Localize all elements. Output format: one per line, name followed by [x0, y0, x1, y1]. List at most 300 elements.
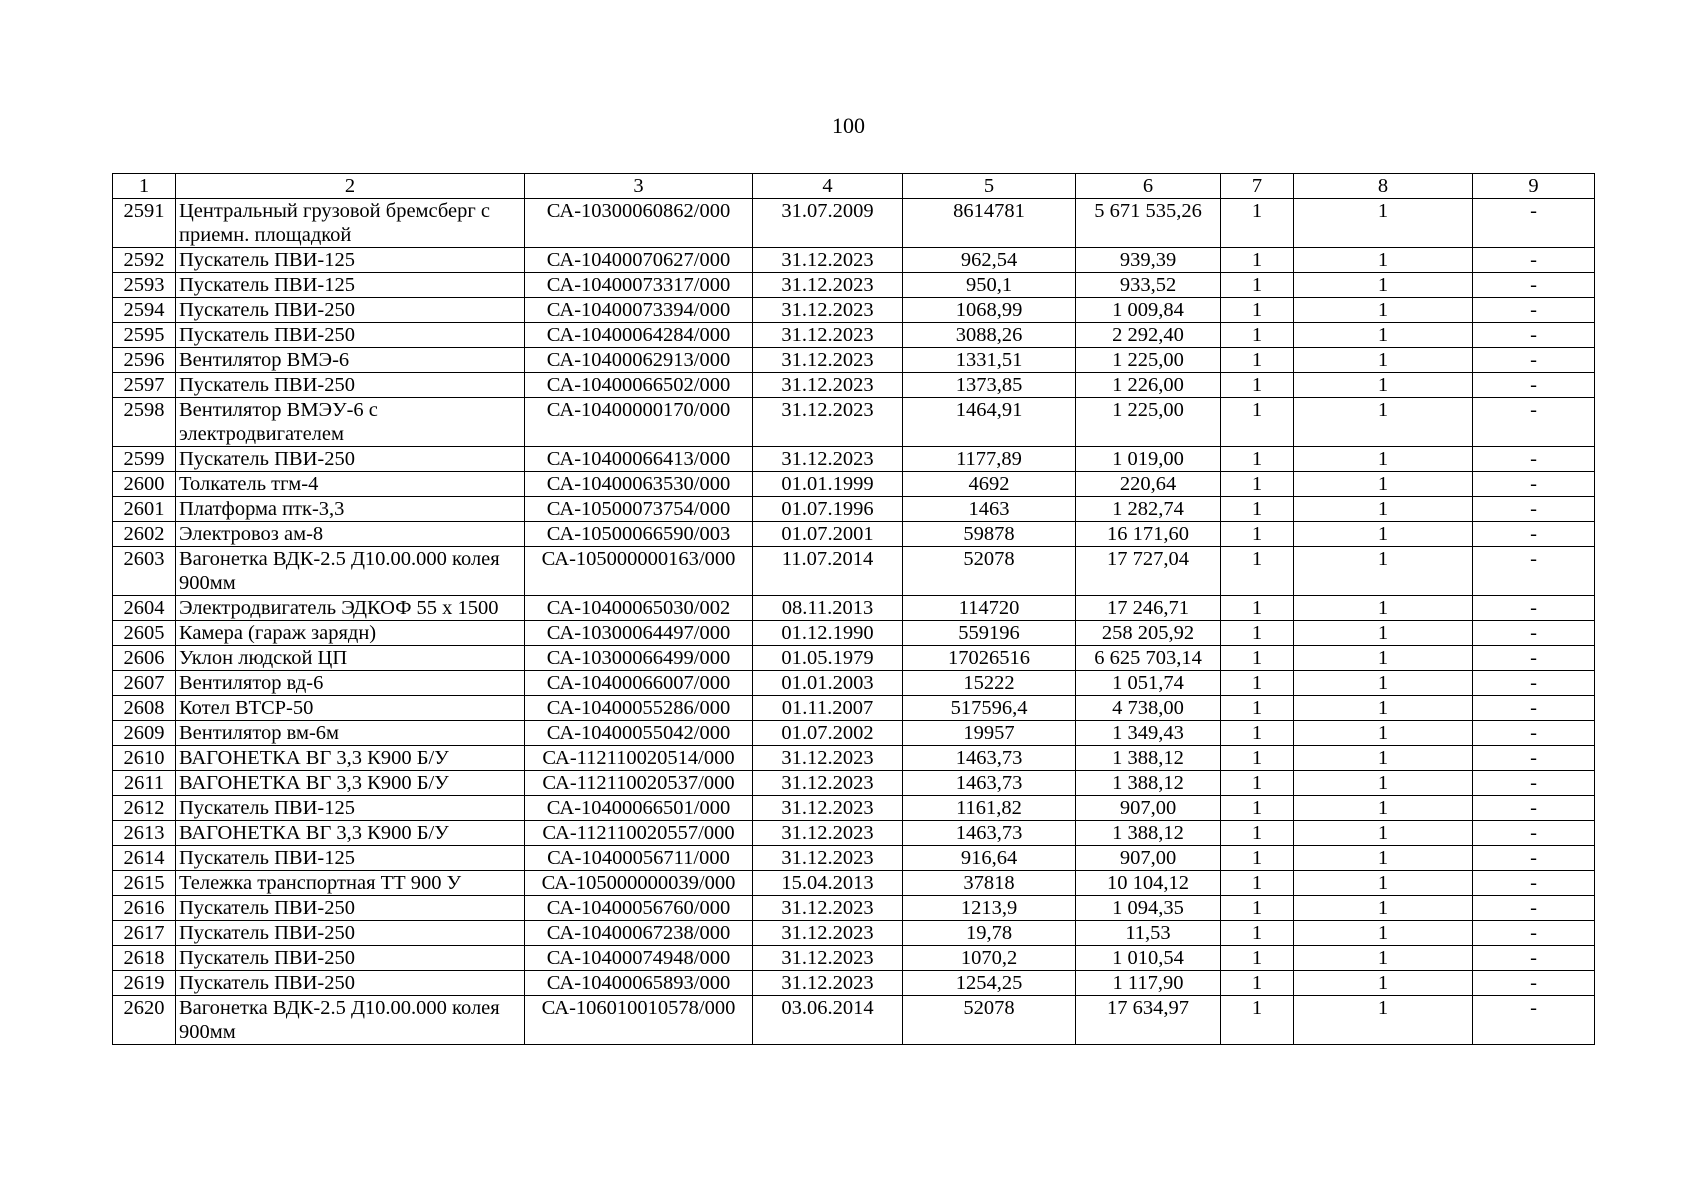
column-7-cell: 1: [1221, 199, 1294, 248]
column-8-cell: 1: [1294, 671, 1473, 696]
residual-value-cell: 2 292,40: [1076, 323, 1221, 348]
date-cell: 01.05.1979: [753, 646, 903, 671]
header-row: [113, 174, 1595, 199]
inventory-number-cell: СА-10400074948/000: [525, 946, 753, 971]
residual-value-cell: 1 010,54: [1076, 946, 1221, 971]
inventory-number-cell: СА-112110020537/000: [525, 771, 753, 796]
inventory-number-cell: СА-10400073394/000: [525, 298, 753, 323]
inventory-table: [112, 173, 1595, 1045]
date-cell: 01.11.2007: [753, 696, 903, 721]
date-cell: 31.12.2023: [753, 921, 903, 946]
residual-value-cell: 1 388,12: [1076, 746, 1221, 771]
column-8-cell: 1: [1294, 946, 1473, 971]
residual-value-cell: 1 117,90: [1076, 971, 1221, 996]
residual-value-cell: 1 388,12: [1076, 771, 1221, 796]
column-header: 6: [1076, 174, 1221, 199]
column-9-cell: -: [1473, 946, 1595, 971]
table-row: [113, 323, 1595, 348]
date-cell: 31.12.2023: [753, 821, 903, 846]
row-number-cell: 2608: [113, 696, 176, 721]
column-7-cell: 1: [1221, 323, 1294, 348]
column-7-cell: 1: [1221, 846, 1294, 871]
inventory-number-cell: СА-112110020557/000: [525, 821, 753, 846]
column-9-cell: -: [1473, 323, 1595, 348]
table-row: [113, 871, 1595, 896]
initial-cost-cell: 1070,2: [903, 946, 1076, 971]
residual-value-cell: 939,39: [1076, 248, 1221, 273]
column-7-cell: 1: [1221, 248, 1294, 273]
column-7-cell: 1: [1221, 547, 1294, 596]
row-number-cell: 2605: [113, 621, 176, 646]
date-cell: 31.12.2023: [753, 323, 903, 348]
column-8-cell: 1: [1294, 472, 1473, 497]
item-name-cell: Платформа птк-3,3: [176, 497, 525, 522]
inventory-number-cell: СА-10400055286/000: [525, 696, 753, 721]
residual-value-cell: 1 225,00: [1076, 348, 1221, 373]
row-number-cell: 2611: [113, 771, 176, 796]
table-row: [113, 522, 1595, 547]
residual-value-cell: 6 625 703,14: [1076, 646, 1221, 671]
residual-value-cell: 4 738,00: [1076, 696, 1221, 721]
date-cell: 15.04.2013: [753, 871, 903, 896]
column-8-cell: 1: [1294, 721, 1473, 746]
item-name-cell: Тележка транспортная ТТ 900 У: [176, 871, 525, 896]
table-row: [113, 696, 1595, 721]
column-header: 7: [1221, 174, 1294, 199]
column-8-cell: 1: [1294, 398, 1473, 447]
item-name-cell: Электродвигатель ЭДКОФ 55 х 1500: [176, 596, 525, 621]
item-name-cell: Котел ВТСР-50: [176, 696, 525, 721]
initial-cost-cell: 1161,82: [903, 796, 1076, 821]
column-9-cell: -: [1473, 721, 1595, 746]
column-8-cell: 1: [1294, 348, 1473, 373]
inventory-number-cell: СА-105000000039/000: [525, 871, 753, 896]
residual-value-cell: 1 226,00: [1076, 373, 1221, 398]
table-row: [113, 771, 1595, 796]
inventory-number-cell: СА-10400066502/000: [525, 373, 753, 398]
date-cell: 31.12.2023: [753, 771, 903, 796]
column-9-cell: -: [1473, 646, 1595, 671]
item-name-cell: ВАГОНЕТКА ВГ 3,3 К900 Б/У: [176, 746, 525, 771]
inventory-number-cell: СА-10400070627/000: [525, 248, 753, 273]
initial-cost-cell: 1254,25: [903, 971, 1076, 996]
column-7-cell: 1: [1221, 646, 1294, 671]
column-9-cell: -: [1473, 398, 1595, 447]
column-7-cell: 1: [1221, 871, 1294, 896]
column-7-cell: 1: [1221, 596, 1294, 621]
item-name-cell: Пускатель ПВИ-250: [176, 921, 525, 946]
row-number-cell: 2612: [113, 796, 176, 821]
residual-value-cell: 1 051,74: [1076, 671, 1221, 696]
residual-value-cell: 1 388,12: [1076, 821, 1221, 846]
initial-cost-cell: 59878: [903, 522, 1076, 547]
date-cell: 31.12.2023: [753, 896, 903, 921]
column-8-cell: 1: [1294, 821, 1473, 846]
date-cell: 31.12.2023: [753, 348, 903, 373]
page-number: 100: [832, 113, 865, 138]
item-name-cell: Пускатель ПВИ-250: [176, 946, 525, 971]
column-9-cell: -: [1473, 671, 1595, 696]
item-name-cell: Пускатель ПВИ-250: [176, 373, 525, 398]
residual-value-cell: 1 349,43: [1076, 721, 1221, 746]
column-9-cell: -: [1473, 373, 1595, 398]
table-row: [113, 921, 1595, 946]
table-row: [113, 298, 1595, 323]
date-cell: 31.12.2023: [753, 398, 903, 447]
column-7-cell: 1: [1221, 721, 1294, 746]
item-name-cell: Пускатель ПВИ-125: [176, 846, 525, 871]
column-8-cell: 1: [1294, 199, 1473, 248]
initial-cost-cell: 4692: [903, 472, 1076, 497]
column-header: 5: [903, 174, 1076, 199]
column-9-cell: -: [1473, 248, 1595, 273]
row-number-cell: 2615: [113, 871, 176, 896]
column-header: 2: [176, 174, 525, 199]
item-name-cell: Пускатель ПВИ-125: [176, 273, 525, 298]
residual-value-cell: 933,52: [1076, 273, 1221, 298]
initial-cost-cell: 19957: [903, 721, 1076, 746]
column-7-cell: 1: [1221, 921, 1294, 946]
date-cell: 31.12.2023: [753, 971, 903, 996]
item-name-cell: Пускатель ПВИ-250: [176, 447, 525, 472]
table-row: [113, 348, 1595, 373]
column-9-cell: -: [1473, 896, 1595, 921]
inventory-number-cell: СА-10400064284/000: [525, 323, 753, 348]
inventory-number-cell: СА-106010010578/000: [525, 996, 753, 1045]
row-number-cell: 2614: [113, 846, 176, 871]
column-7-cell: 1: [1221, 273, 1294, 298]
item-name-cell: Вагонетка ВДК-2.5 Д10.00.000 колея 900мм: [176, 547, 525, 596]
column-7-cell: 1: [1221, 621, 1294, 646]
column-header: 1: [113, 174, 176, 199]
initial-cost-cell: 517596,4: [903, 696, 1076, 721]
item-name-cell: Вагонетка ВДК-2.5 Д10.00.000 колея 900мм: [176, 996, 525, 1045]
date-cell: 31.12.2023: [753, 373, 903, 398]
column-8-cell: 1: [1294, 621, 1473, 646]
column-header: 9: [1473, 174, 1595, 199]
row-number-cell: 2595: [113, 323, 176, 348]
residual-value-cell: 1 225,00: [1076, 398, 1221, 447]
residual-value-cell: 258 205,92: [1076, 621, 1221, 646]
column-9-cell: -: [1473, 522, 1595, 547]
item-name-cell: Вентилятор ВМЭ-6: [176, 348, 525, 373]
column-8-cell: 1: [1294, 696, 1473, 721]
item-name-cell: Пускатель ПВИ-125: [176, 796, 525, 821]
residual-value-cell: 17 634,97: [1076, 996, 1221, 1045]
column-8-cell: 1: [1294, 547, 1473, 596]
date-cell: 01.07.1996: [753, 497, 903, 522]
table-row: [113, 946, 1595, 971]
column-header: 3: [525, 174, 753, 199]
inventory-number-cell: СА-10400056711/000: [525, 846, 753, 871]
column-8-cell: 1: [1294, 248, 1473, 273]
inventory-number-cell: СА-112110020514/000: [525, 746, 753, 771]
date-cell: 01.07.2001: [753, 522, 903, 547]
column-9-cell: -: [1473, 298, 1595, 323]
row-number-cell: 2609: [113, 721, 176, 746]
date-cell: 31.12.2023: [753, 273, 903, 298]
inventory-number-cell: СА-10400073317/000: [525, 273, 753, 298]
initial-cost-cell: 1463,73: [903, 821, 1076, 846]
column-7-cell: 1: [1221, 398, 1294, 447]
initial-cost-cell: 1068,99: [903, 298, 1076, 323]
column-9-cell: -: [1473, 348, 1595, 373]
column-8-cell: 1: [1294, 273, 1473, 298]
table-row: [113, 621, 1595, 646]
table-row: [113, 497, 1595, 522]
table-row: [113, 447, 1595, 472]
row-number-cell: 2592: [113, 248, 176, 273]
column-8-cell: 1: [1294, 298, 1473, 323]
column-9-cell: -: [1473, 996, 1595, 1045]
date-cell: 31.12.2023: [753, 846, 903, 871]
date-cell: 11.07.2014: [753, 547, 903, 596]
table-row: [113, 796, 1595, 821]
inventory-number-cell: СА-10500066590/003: [525, 522, 753, 547]
initial-cost-cell: 37818: [903, 871, 1076, 896]
column-8-cell: 1: [1294, 497, 1473, 522]
column-9-cell: -: [1473, 971, 1595, 996]
row-number-cell: 2610: [113, 746, 176, 771]
inventory-number-cell: СА-10400056760/000: [525, 896, 753, 921]
initial-cost-cell: 17026516: [903, 646, 1076, 671]
table-row: [113, 671, 1595, 696]
column-9-cell: -: [1473, 921, 1595, 946]
table-row: [113, 273, 1595, 298]
item-name-cell: Пускатель ПВИ-250: [176, 323, 525, 348]
column-9-cell: -: [1473, 497, 1595, 522]
row-number-cell: 2593: [113, 273, 176, 298]
column-header: 4: [753, 174, 903, 199]
column-9-cell: -: [1473, 696, 1595, 721]
inventory-number-cell: СА-10400063530/000: [525, 472, 753, 497]
item-name-cell: Пускатель ПВИ-250: [176, 896, 525, 921]
column-7-cell: 1: [1221, 373, 1294, 398]
column-7-cell: 1: [1221, 746, 1294, 771]
row-number-cell: 2604: [113, 596, 176, 621]
item-name-cell: Центральный грузовой бремсберг с приемн. площадкой: [176, 199, 525, 248]
residual-value-cell: 10 104,12: [1076, 871, 1221, 896]
column-7-cell: 1: [1221, 522, 1294, 547]
column-8-cell: 1: [1294, 896, 1473, 921]
table-row: [113, 373, 1595, 398]
row-number-cell: 2617: [113, 921, 176, 946]
column-7-cell: 1: [1221, 671, 1294, 696]
inventory-number-cell: СА-10400062913/000: [525, 348, 753, 373]
initial-cost-cell: 916,64: [903, 846, 1076, 871]
table-row: [113, 547, 1595, 596]
row-number-cell: 2620: [113, 996, 176, 1045]
residual-value-cell: 17 246,71: [1076, 596, 1221, 621]
column-9-cell: -: [1473, 447, 1595, 472]
inventory-number-cell: СА-10400065893/000: [525, 971, 753, 996]
item-name-cell: Электровоз ам-8: [176, 522, 525, 547]
date-cell: 31.07.2009: [753, 199, 903, 248]
column-9-cell: -: [1473, 199, 1595, 248]
column-7-cell: 1: [1221, 348, 1294, 373]
item-name-cell: Пускатель ПВИ-250: [176, 971, 525, 996]
residual-value-cell: 1 094,35: [1076, 896, 1221, 921]
column-9-cell: -: [1473, 796, 1595, 821]
table-row: [113, 846, 1595, 871]
residual-value-cell: 1 019,00: [1076, 447, 1221, 472]
column-7-cell: 1: [1221, 472, 1294, 497]
column-8-cell: 1: [1294, 323, 1473, 348]
column-9-cell: -: [1473, 596, 1595, 621]
column-7-cell: 1: [1221, 497, 1294, 522]
residual-value-cell: 17 727,04: [1076, 547, 1221, 596]
column-7-cell: 1: [1221, 821, 1294, 846]
date-cell: 31.12.2023: [753, 447, 903, 472]
column-8-cell: 1: [1294, 746, 1473, 771]
initial-cost-cell: 1463,73: [903, 771, 1076, 796]
column-7-cell: 1: [1221, 971, 1294, 996]
column-8-cell: 1: [1294, 646, 1473, 671]
table-row: [113, 248, 1595, 273]
residual-value-cell: 907,00: [1076, 796, 1221, 821]
inventory-number-cell: СА-10400000170/000: [525, 398, 753, 447]
row-number-cell: 2599: [113, 447, 176, 472]
row-number-cell: 2597: [113, 373, 176, 398]
initial-cost-cell: 52078: [903, 996, 1076, 1045]
table-body: [113, 199, 1595, 1045]
initial-cost-cell: 1331,51: [903, 348, 1076, 373]
inventory-number-cell: СА-10400066413/000: [525, 447, 753, 472]
column-7-cell: 1: [1221, 896, 1294, 921]
date-cell: 01.01.1999: [753, 472, 903, 497]
initial-cost-cell: 1213,9: [903, 896, 1076, 921]
column-8-cell: 1: [1294, 373, 1473, 398]
table-row: [113, 721, 1595, 746]
table-row: [113, 821, 1595, 846]
table-row: [113, 996, 1595, 1045]
initial-cost-cell: 15222: [903, 671, 1076, 696]
initial-cost-cell: 1177,89: [903, 447, 1076, 472]
date-cell: 03.06.2014: [753, 996, 903, 1045]
column-9-cell: -: [1473, 472, 1595, 497]
column-9-cell: -: [1473, 771, 1595, 796]
column-7-cell: 1: [1221, 771, 1294, 796]
initial-cost-cell: 962,54: [903, 248, 1076, 273]
item-name-cell: Толкатель тгм-4: [176, 472, 525, 497]
inventory-number-cell: СА-105000000163/000: [525, 547, 753, 596]
item-name-cell: ВАГОНЕТКА ВГ 3,3 К900 Б/У: [176, 821, 525, 846]
row-number-cell: 2602: [113, 522, 176, 547]
inventory-number-cell: СА-10400066007/000: [525, 671, 753, 696]
column-7-cell: 1: [1221, 447, 1294, 472]
row-number-cell: 2619: [113, 971, 176, 996]
item-name-cell: Вентилятор вд-6: [176, 671, 525, 696]
inventory-number-cell: СА-10400055042/000: [525, 721, 753, 746]
row-number-cell: 2607: [113, 671, 176, 696]
date-cell: 31.12.2023: [753, 248, 903, 273]
column-9-cell: -: [1473, 746, 1595, 771]
item-name-cell: ВАГОНЕТКА ВГ 3,3 К900 Б/У: [176, 771, 525, 796]
item-name-cell: Пускатель ПВИ-125: [176, 248, 525, 273]
item-name-cell: Вентилятор вм-6м: [176, 721, 525, 746]
inventory-number-cell: СА-10300066499/000: [525, 646, 753, 671]
column-8-cell: 1: [1294, 996, 1473, 1045]
column-7-cell: 1: [1221, 696, 1294, 721]
date-cell: 31.12.2023: [753, 298, 903, 323]
residual-value-cell: 5 671 535,26: [1076, 199, 1221, 248]
date-cell: 01.07.2002: [753, 721, 903, 746]
column-9-cell: -: [1473, 621, 1595, 646]
table-row: [113, 896, 1595, 921]
initial-cost-cell: 19,78: [903, 921, 1076, 946]
table-row: [113, 596, 1595, 621]
row-number-cell: 2603: [113, 547, 176, 596]
residual-value-cell: 16 171,60: [1076, 522, 1221, 547]
initial-cost-cell: 950,1: [903, 273, 1076, 298]
row-number-cell: 2598: [113, 398, 176, 447]
column-8-cell: 1: [1294, 522, 1473, 547]
inventory-number-cell: СА-10400066501/000: [525, 796, 753, 821]
column-8-cell: 1: [1294, 871, 1473, 896]
date-cell: 01.12.1990: [753, 621, 903, 646]
column-8-cell: 1: [1294, 447, 1473, 472]
column-7-cell: 1: [1221, 946, 1294, 971]
column-7-cell: 1: [1221, 298, 1294, 323]
column-8-cell: 1: [1294, 971, 1473, 996]
row-number-cell: 2616: [113, 896, 176, 921]
column-7-cell: 1: [1221, 996, 1294, 1045]
column-8-cell: 1: [1294, 596, 1473, 621]
table-row: [113, 646, 1595, 671]
table-row: [113, 199, 1595, 248]
inventory-number-cell: СА-10500073754/000: [525, 497, 753, 522]
initial-cost-cell: 114720: [903, 596, 1076, 621]
initial-cost-cell: 1373,85: [903, 373, 1076, 398]
item-name-cell: Камера (гараж зарядн): [176, 621, 525, 646]
residual-value-cell: 220,64: [1076, 472, 1221, 497]
row-number-cell: 2600: [113, 472, 176, 497]
inventory-number-cell: СА-10300064497/000: [525, 621, 753, 646]
column-8-cell: 1: [1294, 796, 1473, 821]
table-row: [113, 971, 1595, 996]
table-row: [113, 398, 1595, 447]
column-9-cell: -: [1473, 547, 1595, 596]
row-number-cell: 2596: [113, 348, 176, 373]
date-cell: 31.12.2023: [753, 746, 903, 771]
item-name-cell: Уклон людской ЦП: [176, 646, 525, 671]
row-number-cell: 2613: [113, 821, 176, 846]
initial-cost-cell: 52078: [903, 547, 1076, 596]
residual-value-cell: 907,00: [1076, 846, 1221, 871]
inventory-number-cell: СА-10400065030/002: [525, 596, 753, 621]
column-9-cell: -: [1473, 273, 1595, 298]
date-cell: 01.01.2003: [753, 671, 903, 696]
item-name-cell: Вентилятор ВМЭУ-6 с электродвигателем: [176, 398, 525, 447]
date-cell: 31.12.2023: [753, 796, 903, 821]
column-9-cell: -: [1473, 821, 1595, 846]
table-row: [113, 746, 1595, 771]
inventory-number-cell: СА-10400067238/000: [525, 921, 753, 946]
column-8-cell: 1: [1294, 846, 1473, 871]
initial-cost-cell: 559196: [903, 621, 1076, 646]
date-cell: 08.11.2013: [753, 596, 903, 621]
row-number-cell: 2618: [113, 946, 176, 971]
initial-cost-cell: 8614781: [903, 199, 1076, 248]
table-row: [113, 472, 1595, 497]
column-header: 8: [1294, 174, 1473, 199]
column-8-cell: 1: [1294, 921, 1473, 946]
row-number-cell: 2601: [113, 497, 176, 522]
column-9-cell: -: [1473, 846, 1595, 871]
item-name-cell: Пускатель ПВИ-250: [176, 298, 525, 323]
column-9-cell: -: [1473, 871, 1595, 896]
residual-value-cell: 11,53: [1076, 921, 1221, 946]
